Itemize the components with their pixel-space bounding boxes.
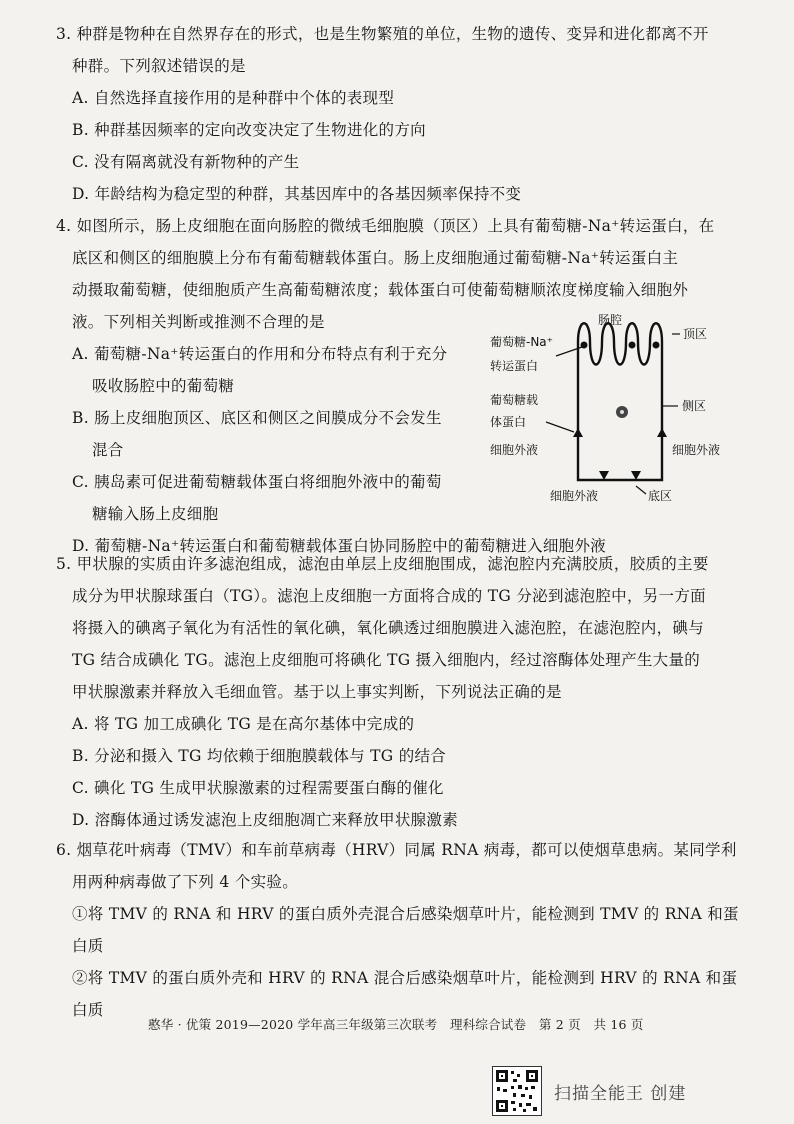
carrier-bottom-right	[631, 471, 641, 480]
q4-stem-line1: 4. 如图所示，肠上皮细胞在面向肠腔的微绒毛细胞膜（顶区）上具有葡萄糖-Na⁺转运蛋白，在	[56, 217, 715, 235]
q6-stem-line2: 用两种病毒做了下列 4 个实验。	[72, 873, 299, 891]
q5-option-a: A. 将 TG 加工成碘化 TG 是在高尔基体中完成的	[72, 715, 415, 733]
leader-basal	[636, 486, 646, 494]
question-6	[56, 834, 756, 1026]
carrier-bottom-left	[599, 471, 609, 480]
q4-stem-line3: 动摄取葡萄糖，使细胞质产生高葡萄糖浓度；载体蛋白可使葡萄糖顺浓度梯度输入细胞外	[72, 281, 689, 299]
transporter-dot-2	[629, 342, 636, 349]
scanner-watermark	[492, 1065, 686, 1117]
q5-stem-line5: 甲状腺激素并释放入毛细血管。基于以上事实判断，下列说法正确的是	[72, 683, 562, 701]
transporter-dot-3	[653, 342, 660, 349]
q4-options-left	[56, 338, 496, 530]
label-carrier-2: 体蛋白	[490, 415, 527, 429]
q6-stem-line1: 6. 烟草花叶病毒（TMV）和车前草病毒（HRV）同属 RNA 病毒，都可以使烟草患病。某同学利	[56, 841, 737, 859]
q4-stem-line4: 液。下列相关判断或推测不合理的是	[72, 313, 325, 331]
label-ecf-right: 细胞外液	[672, 443, 721, 457]
cell-membrane	[578, 323, 662, 480]
q6-exp2-line1: ②将 TMV 的蛋白质外壳和 HRV 的 RNA 混合后感染烟草叶片，能检测到 HRV 的 RNA 和蛋	[72, 969, 738, 987]
label-basal: 底区	[648, 489, 673, 503]
qr-code-icon	[492, 1066, 542, 1116]
page-footer: 憨华 · 优策 2019—2020 学年高三年级第三次联考 理科综合试卷 第 2 页 共 16 页	[148, 1017, 644, 1032]
label-lumen: 肠腔	[598, 313, 623, 327]
intestinal-cell-svg	[486, 312, 756, 512]
carrier-right	[657, 428, 667, 437]
q4-option-a-cont: 吸收肠腔中的葡萄糖	[92, 377, 235, 395]
q4-stem-line2: 底区和侧区的细胞膜上分布有葡萄糖载体蛋白。肠上皮细胞通过葡萄糖-Na⁺转运蛋白主	[72, 249, 679, 267]
q5-stem-line3: 将摄入的碘离子氧化为有活性的氧化碘，氧化碘透过细胞膜进入滤泡腔，在滤泡腔内，碘与	[72, 619, 705, 637]
question-3	[56, 18, 756, 210]
q5-option-c: C. 碘化 TG 生成甲状腺激素的过程需要蛋白酶的催化	[72, 779, 444, 797]
q5-option-d: D. 溶酶体通过诱发滤泡上皮细胞凋亡来释放甲状腺激素	[72, 811, 459, 829]
q4-option-d: D. 葡萄糖-Na⁺转运蛋白和葡萄糖载体蛋白协同肠腔中的葡萄糖进入细胞外液	[72, 537, 607, 555]
label-transporter-1: 葡萄糖-Na⁺	[490, 335, 553, 349]
label-apical: 顶区	[683, 327, 708, 341]
q3-option-b: B. 种群基因频率的定向改变决定了生物进化的方向	[72, 121, 426, 139]
q3-stem-line2: 种群。下列叙述错误的是	[72, 57, 246, 75]
q5-stem-line1: 5. 甲状腺的实质由许多滤泡组成，滤泡由单层上皮细胞围成，滤泡腔内充满胶质，胶质的主要	[56, 555, 709, 573]
q5-stem-line2: 成分为甲状腺球蛋白（TG）。滤泡上皮细胞一方面将合成的 TG 分泌到滤泡腔中，另一方面	[72, 587, 706, 605]
q4-option-a: A. 葡萄糖-Na⁺转运蛋白的作用和分布特点有利于充分	[72, 345, 448, 363]
q6-exp1-line1: ①将 TMV 的 RNA 和 HRV 的蛋白质外壳混合后感染烟草叶片，能检测到 TMV 的 RNA 和蛋	[72, 905, 739, 923]
q6-exp2-line2: 白质	[72, 1001, 104, 1019]
q6-exp1-line2: 白质	[72, 937, 104, 955]
scanner-text: 扫描全能王 创建	[554, 1083, 687, 1104]
label-lateral: 侧区	[682, 399, 707, 413]
q4-option-b-cont: 混合	[92, 441, 124, 459]
q3-option-a: A. 自然选择直接作用的是种群中个体的表现型	[72, 89, 395, 107]
nucleus-center	[620, 410, 624, 414]
intestinal-cell-diagram	[486, 312, 756, 512]
q3-stem-line1: 3. 种群是物种在自然界存在的形式，也是生物繁殖的单位，生物的遗传、变异和进化都离不开	[56, 25, 709, 43]
label-ecf-bottom: 细胞外液	[550, 489, 599, 503]
q4-option-c-cont: 糖输入肠上皮细胞	[92, 505, 219, 523]
leader-carrier	[546, 422, 574, 432]
q5-option-b: B. 分泌和摄入 TG 均依赖于细胞膜载体与 TG 的结合	[72, 747, 447, 765]
question-5	[56, 548, 756, 836]
q5-stem-line4: TG 结合成碘化 TG。滤泡上皮细胞可将碘化 TG 摄入细胞内，经过溶酶体处理产生大量的	[72, 651, 701, 669]
label-carrier-1: 葡萄糖载	[490, 393, 539, 407]
q3-option-d: D. 年龄结构为稳定型的种群，其基因库中的各基因频率保持不变	[72, 185, 522, 203]
q3-option-c: C. 没有隔离就没有新物种的产生	[72, 153, 300, 171]
carrier-left	[573, 428, 583, 437]
q4-option-b: B. 肠上皮细胞顶区、底区和侧区之间膜成分不会发生	[72, 409, 442, 427]
label-transporter-2: 转运蛋白	[490, 359, 539, 373]
label-ecf-left: 细胞外液	[490, 443, 539, 457]
q4-option-c: C. 胰岛素可促进葡萄糖载体蛋白将细胞外液中的葡萄	[72, 473, 442, 491]
